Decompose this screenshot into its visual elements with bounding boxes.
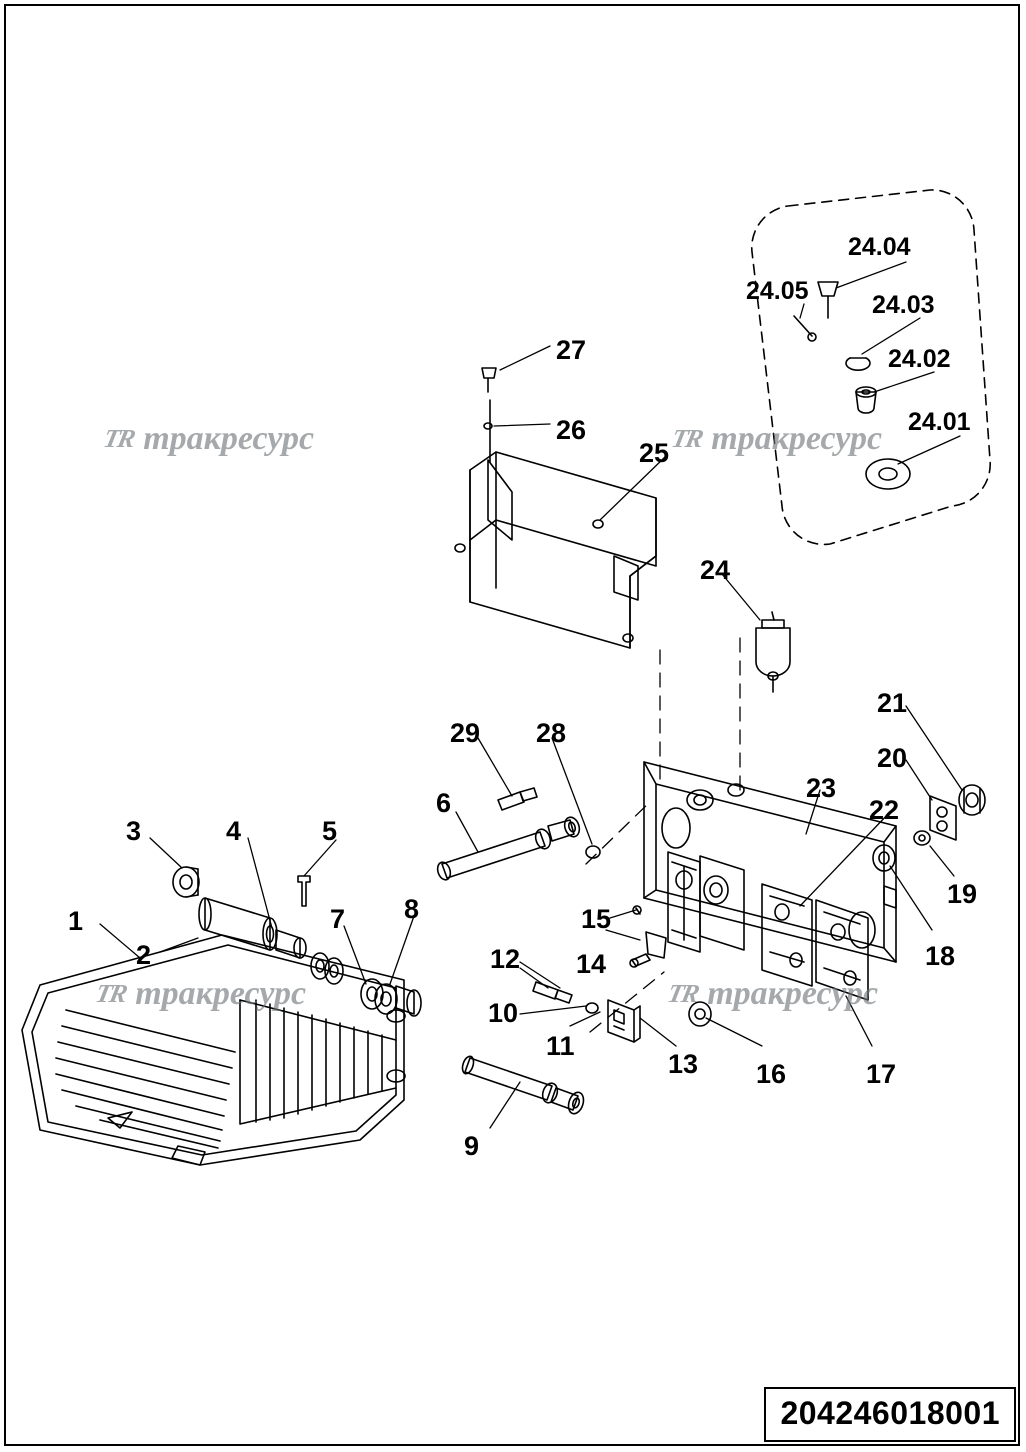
- watermark-logo: TR: [669, 424, 705, 453]
- watermark-logo: TR: [665, 979, 701, 1008]
- callout-17: 17: [866, 1059, 897, 1089]
- part-pedal-plate-17b: [816, 900, 868, 1000]
- callout-8: 8: [404, 894, 420, 924]
- callout-1: 1: [68, 906, 84, 936]
- leader-lines: [100, 262, 962, 1128]
- callout-4: 4: [226, 816, 242, 846]
- callout-24.03: 24.03: [872, 291, 935, 319]
- callout-28: 28: [536, 718, 567, 748]
- callout-24.05: 24.05: [746, 277, 809, 305]
- part-pedal-plate-16: [668, 852, 700, 952]
- part-rod-9: [460, 1055, 586, 1116]
- callout-23: 23: [806, 773, 837, 803]
- watermark-text: тракресурс: [711, 420, 883, 457]
- part-floor-mat: [22, 935, 405, 1165]
- watermark-text: тракресурс: [143, 420, 315, 457]
- part-washer-28: [586, 846, 600, 858]
- watermark-text: тракресурс: [707, 975, 879, 1012]
- part-bracket-20: [930, 796, 956, 840]
- watermark-logo: TR: [93, 979, 129, 1008]
- part-screw-29: [498, 788, 537, 810]
- callout-24.04: 24.04: [848, 233, 911, 261]
- callout-18: 18: [925, 941, 956, 971]
- part-bracket-13: [608, 1000, 640, 1042]
- callout-24.02: 24.02: [888, 345, 951, 373]
- part-screw-27: [482, 368, 496, 392]
- callout-29: 29: [450, 718, 481, 748]
- part-bushing-16b: [689, 1002, 711, 1026]
- callout-24: 24: [700, 555, 731, 585]
- callout-25: 25: [639, 438, 670, 468]
- part-rod-6: [436, 815, 582, 881]
- part-screw-5: [298, 876, 310, 906]
- callout-11: 11: [546, 1031, 575, 1061]
- callout-9: 9: [464, 1131, 480, 1161]
- callout-5: 5: [322, 816, 338, 846]
- watermark-logo: TR: [101, 424, 137, 453]
- callout-20: 20: [877, 743, 908, 773]
- callout-2: 2: [136, 940, 152, 970]
- part-bushing-3: [173, 867, 199, 897]
- part-frame-23: [644, 762, 896, 962]
- callout-13: 13: [668, 1049, 699, 1079]
- callout-15: 15: [581, 904, 612, 934]
- callout-12: 12: [490, 944, 521, 974]
- callout-27: 27: [556, 335, 587, 365]
- part-washer-10: [586, 1003, 598, 1013]
- part-screw-12: [533, 982, 572, 1003]
- callout-7: 7: [330, 904, 346, 934]
- callout-16: 16: [756, 1059, 787, 1089]
- callout-22: 22: [869, 795, 900, 825]
- part-lever-14: [630, 932, 666, 967]
- part-damper-24: [756, 612, 790, 692]
- callout-3: 3: [126, 816, 142, 846]
- part-washer-19: [914, 831, 930, 845]
- callout-24.01: 24.01: [908, 408, 971, 436]
- callout-26: 26: [556, 415, 587, 445]
- callout-14: 14: [576, 949, 607, 979]
- callout-6: 6: [436, 788, 452, 818]
- callout-10: 10: [488, 998, 519, 1028]
- callout-19: 19: [947, 879, 978, 909]
- callout-21: 21: [877, 688, 908, 718]
- watermark-text: тракресурс: [135, 975, 307, 1012]
- drawing-number: 204246018001: [764, 1387, 1016, 1442]
- part-bushing-21: [959, 785, 985, 815]
